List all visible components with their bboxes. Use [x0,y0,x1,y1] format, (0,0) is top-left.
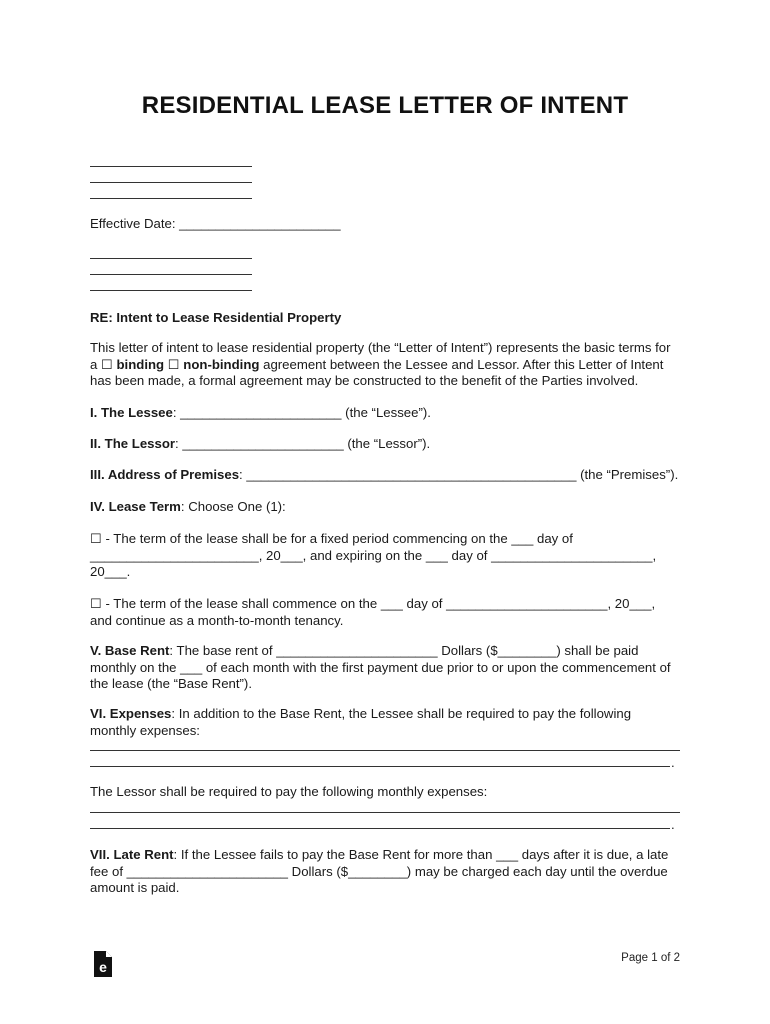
lessor-expenses-period: . [671,817,675,832]
recipient-line[interactable] [90,274,252,275]
binding-checkbox[interactable]: ☐ [101,356,113,372]
base-rent-rest[interactable]: : The base rent of ______________________ Dollars ($________) shall be paid [169,643,639,658]
address-line[interactable] [90,198,252,199]
address-line[interactable] [90,166,252,167]
late-rent-label: VII. Late Rent [90,847,174,862]
expenses-line [90,706,690,723]
fixed-term-line: ☐ - The term of the lease shall be for a fixed period commencing on the ___ day of [90,531,573,546]
intro-prefix: a [90,356,101,372]
lessor-rest: : ______________________ (the “Lessor”). [175,436,431,451]
lease-term-rest: : Choose One (1): [180,499,286,514]
lessor-expenses-text: The Lessor shall be required to pay the following monthly expenses: [90,784,488,799]
late-rent-paragraph [90,847,690,897]
nonbinding-checkbox[interactable]: ☐ [167,356,180,372]
fixed-term-line: _______________________, 20___, and expiring on the ___ day of ______________________, [90,547,657,563]
late-rent-line: amount is paid. [90,880,180,895]
expenses-line: monthly expenses: [90,722,200,738]
nonbinding-label: non-binding [183,356,260,372]
intro-line: has been made, a formal agreement may be constructed to the benefit of the Parties involved. [90,373,639,388]
lessee-expenses-period: . [671,755,675,770]
base-rent-line [90,643,690,660]
fixed-term-option[interactable] [90,531,690,581]
lessor-expenses-line[interactable] [90,812,680,813]
lease-term-heading [90,499,286,516]
binding-label: binding [116,356,165,372]
lessor-label: II. The Lessor [90,436,176,451]
late-rent-rest[interactable]: : If the Lessee fails to pay the Base Rent for more than ___ days after it is due, a late [173,847,669,862]
recipient-line[interactable] [90,290,252,291]
expenses-label: VI. Expenses [90,706,172,721]
intro-suffix: agreement between the Lessee and Lessor. After this Letter of Intent [259,356,664,372]
lessee-rest: : ______________________ (the “Lessee”). [172,405,431,420]
document-title: RESIDENTIAL LEASE LETTER OF INTENT [141,92,629,119]
lessee-field[interactable] [90,405,431,422]
eforms-logo-icon [93,950,113,978]
lessor-field[interactable] [90,436,430,453]
late-rent-line [90,847,690,864]
recipient-line[interactable] [90,258,252,259]
expenses-rest: : In addition to the Base Rent, the Lessee shall be required to pay the following [171,706,632,721]
page-number: Page 1 of 2 [621,952,680,964]
re-heading: RE: Intent to Lease Residential Property [90,310,342,325]
intro-line: This letter of intent to lease residential property (the “Letter of Intent”) represents the basic terms for [90,340,671,355]
late-rent-line[interactable]: fee of ______________________ Dollars ($________) may be charged each day until the overdue [90,863,668,879]
intro-line [90,357,690,374]
lease-term-label: IV. Lease Term [90,499,181,514]
lessee-expenses-line[interactable] [90,750,680,751]
premises-rest: : _____________________________________________ (the “Premises”). [239,467,679,482]
lessee-expenses-line[interactable] [90,766,670,767]
effective-date-field[interactable]: Effective Date: ______________________ [90,216,341,231]
address-line[interactable] [90,182,252,183]
base-rent-paragraph [90,643,690,693]
intro-paragraph [90,340,690,390]
lessee-label: I. The Lessee [90,405,173,420]
expenses-paragraph [90,706,690,739]
month-to-month-option[interactable] [90,596,690,629]
base-rent-line: monthly on the ___ of each month with the first payment due prior to or upon the commencement of [90,659,671,675]
month-to-month-line: and continue as a month-to-month tenancy. [90,612,344,628]
lessor-expenses-line[interactable] [90,828,670,829]
premises-label: III. Address of Premises [90,467,240,482]
svg-text:e: e [99,959,107,975]
premises-field[interactable] [90,467,678,484]
month-to-month-line: ☐ - The term of the lease shall commence on the ___ day of ______________________, 20___, [90,596,656,611]
fixed-term-line: 20___. [90,564,131,579]
base-rent-line: the lease (the “Base Rent”). [90,676,252,691]
base-rent-label: V. Base Rent [90,643,170,658]
